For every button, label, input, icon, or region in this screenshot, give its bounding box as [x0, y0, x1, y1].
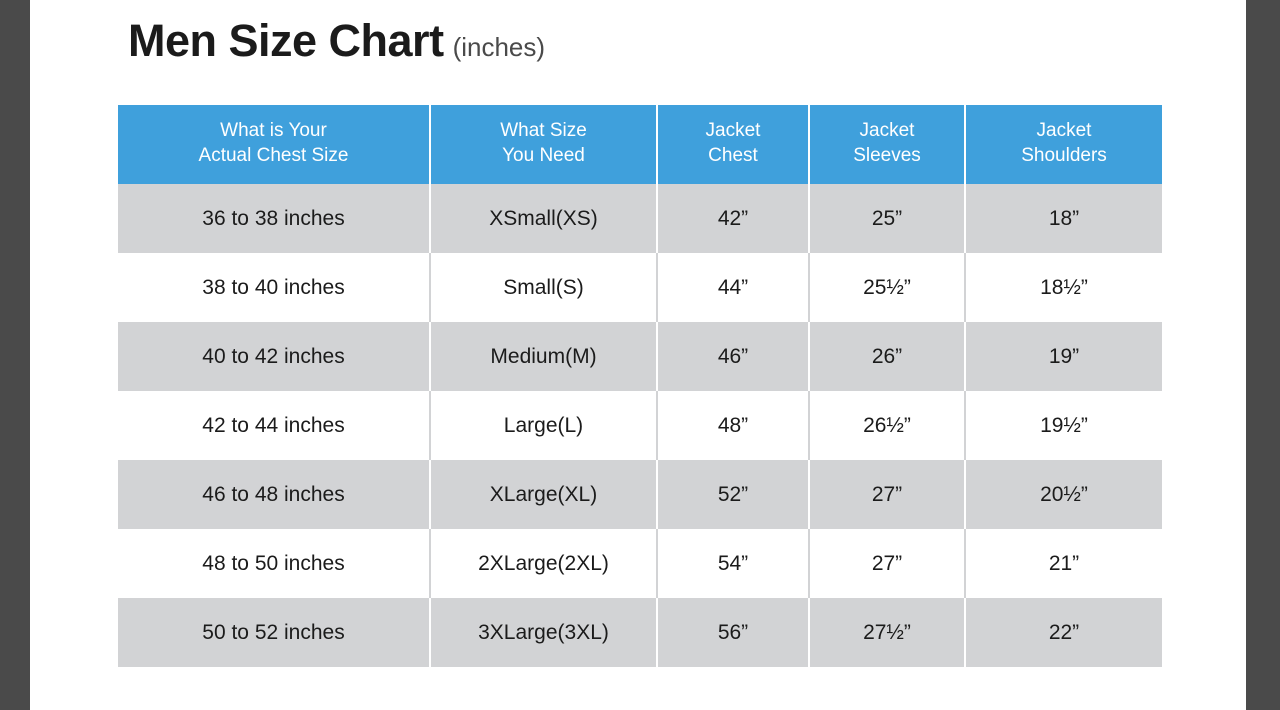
cell-size-needed: 3XLarge(3XL)	[431, 598, 658, 667]
column-header-line2: Chest	[708, 144, 758, 166]
cell-jacket-chest: 56”	[658, 598, 810, 667]
column-header-line2: Actual Chest Size	[198, 144, 349, 166]
cell-jacket-chest: 42”	[658, 184, 810, 253]
cell-jacket-shoulders: 20½”	[966, 460, 1162, 529]
column-header-line1: Jacket	[859, 120, 915, 141]
column-header-line2: Sleeves	[853, 144, 921, 166]
column-header-line1: Jacket	[1036, 120, 1092, 141]
column-header-line1: What is Your	[220, 120, 327, 141]
cell-size-needed: Small(S)	[431, 253, 658, 322]
column-header-line1: Jacket	[705, 120, 761, 141]
table-row	[118, 598, 1162, 667]
table-row	[118, 391, 1162, 460]
size-chart-sheet	[30, 0, 1246, 710]
cell-jacket-shoulders: 21”	[966, 529, 1162, 598]
column-header-jacket-sleeves	[810, 105, 966, 184]
table-body	[118, 184, 1162, 667]
size-chart-table	[118, 105, 1162, 667]
page-title-main: Men Size Chart	[128, 15, 444, 66]
page-title	[128, 15, 546, 66]
table-header-row	[118, 105, 1162, 184]
table-row	[118, 460, 1162, 529]
cell-actual-chest: 50 to 52 inches	[118, 598, 431, 667]
cell-size-needed: XSmall(XS)	[431, 184, 658, 253]
cell-jacket-sleeves: 27”	[810, 529, 966, 598]
table-row	[118, 184, 1162, 253]
cell-jacket-sleeves: 25½”	[810, 253, 966, 322]
table-header	[118, 105, 1162, 184]
cell-jacket-chest: 52”	[658, 460, 810, 529]
left-background-band	[0, 0, 30, 710]
cell-jacket-shoulders: 18”	[966, 184, 1162, 253]
column-header-jacket-chest	[658, 105, 810, 184]
cell-jacket-chest: 48”	[658, 391, 810, 460]
table-row	[118, 529, 1162, 598]
cell-actual-chest: 48 to 50 inches	[118, 529, 431, 598]
column-header-size-needed	[431, 105, 658, 184]
cell-size-needed: Medium(M)	[431, 322, 658, 391]
table-row	[118, 322, 1162, 391]
column-header-line1: What Size	[500, 120, 587, 141]
cell-actual-chest: 46 to 48 inches	[118, 460, 431, 529]
cell-jacket-shoulders: 18½”	[966, 253, 1162, 322]
cell-jacket-sleeves: 25”	[810, 184, 966, 253]
cell-jacket-sleeves: 26½”	[810, 391, 966, 460]
cell-size-needed: 2XLarge(2XL)	[431, 529, 658, 598]
column-header-line2: You Need	[502, 144, 585, 166]
column-header-line2: Shoulders	[1021, 144, 1107, 166]
cell-actual-chest: 42 to 44 inches	[118, 391, 431, 460]
cell-jacket-sleeves: 27”	[810, 460, 966, 529]
column-header-jacket-shoulders	[966, 105, 1162, 184]
cell-jacket-sleeves: 27½”	[810, 598, 966, 667]
cell-jacket-sleeves: 26”	[810, 322, 966, 391]
cell-actual-chest: 40 to 42 inches	[118, 322, 431, 391]
page-title-unit: (inches)	[452, 32, 546, 62]
cell-jacket-chest: 54”	[658, 529, 810, 598]
cell-size-needed: XLarge(XL)	[431, 460, 658, 529]
cell-size-needed: Large(L)	[431, 391, 658, 460]
cell-jacket-chest: 44”	[658, 253, 810, 322]
cell-jacket-shoulders: 22”	[966, 598, 1162, 667]
table-row	[118, 253, 1162, 322]
cell-actual-chest: 38 to 40 inches	[118, 253, 431, 322]
cell-jacket-shoulders: 19”	[966, 322, 1162, 391]
column-header-actual-chest	[118, 105, 431, 184]
cell-jacket-shoulders: 19½”	[966, 391, 1162, 460]
cell-actual-chest: 36 to 38 inches	[118, 184, 431, 253]
cell-jacket-chest: 46”	[658, 322, 810, 391]
right-background-band	[1246, 0, 1280, 710]
